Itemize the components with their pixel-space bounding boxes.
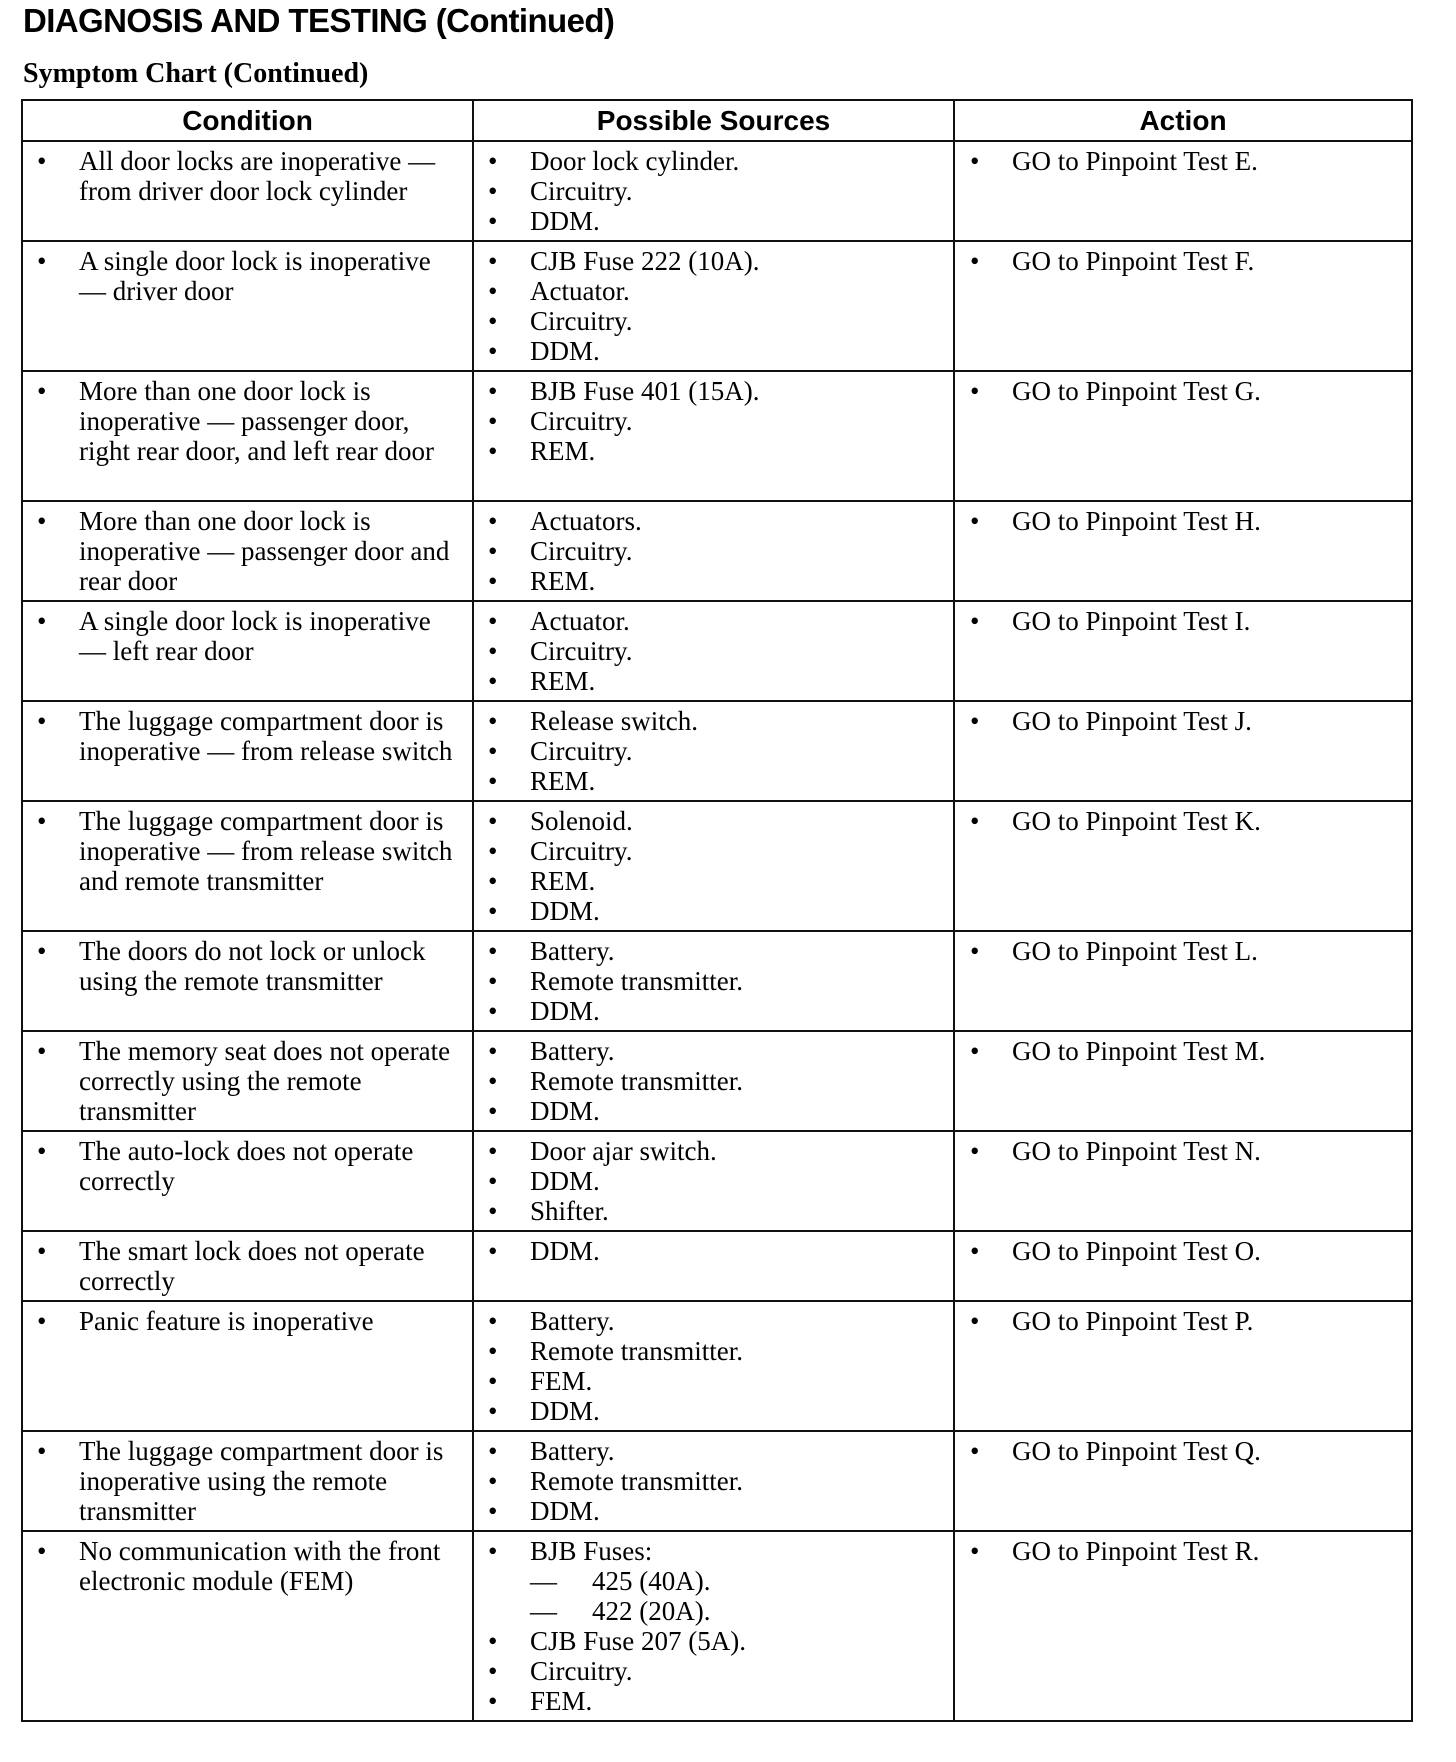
source-text: Remote transmitter. bbox=[530, 966, 743, 996]
condition-item bbox=[37, 1536, 464, 1596]
condition-item bbox=[37, 1036, 464, 1126]
action-text: GO to Pinpoint Test O. bbox=[1012, 1236, 1261, 1266]
action-item bbox=[970, 1036, 1403, 1066]
condition-cell bbox=[22, 1031, 473, 1131]
source-text: REM. bbox=[530, 436, 596, 466]
bullet-icon: • bbox=[488, 666, 498, 696]
bullet-icon: • bbox=[37, 1306, 47, 1336]
source-item bbox=[488, 1096, 945, 1126]
action-item bbox=[970, 146, 1403, 176]
condition-cell bbox=[22, 371, 473, 501]
dash-icon: — bbox=[530, 1596, 557, 1626]
condition-cell bbox=[22, 1131, 473, 1231]
bullet-icon: • bbox=[488, 606, 498, 636]
sources-cell bbox=[473, 601, 954, 701]
action-item bbox=[970, 1436, 1403, 1466]
bullet-icon: • bbox=[488, 1656, 498, 1686]
source-item bbox=[488, 146, 945, 176]
source-text: Circuitry. bbox=[530, 1656, 633, 1686]
source-item bbox=[488, 1496, 945, 1526]
bullet-icon: • bbox=[488, 506, 498, 536]
bullet-icon: • bbox=[488, 636, 498, 666]
source-item bbox=[488, 1466, 945, 1496]
source-item bbox=[488, 1306, 945, 1336]
source-text: Actuator. bbox=[530, 606, 630, 636]
source-text: DDM. bbox=[530, 336, 600, 366]
source-item bbox=[488, 606, 945, 636]
action-text: GO to Pinpoint Test E. bbox=[1012, 146, 1258, 176]
source-item bbox=[488, 1626, 945, 1656]
table-row bbox=[22, 1031, 1412, 1131]
condition-item bbox=[37, 936, 464, 996]
bullet-icon: • bbox=[488, 536, 498, 566]
bullet-icon: • bbox=[488, 1136, 498, 1166]
table-row bbox=[22, 601, 1412, 701]
source-text: Release switch. bbox=[530, 706, 698, 736]
condition-text: A single door lock is inoperative — left rear door bbox=[79, 606, 431, 666]
source-text: Circuitry. bbox=[530, 736, 633, 766]
bullet-icon: • bbox=[970, 606, 980, 636]
source-text: REM. bbox=[530, 866, 596, 896]
action-item bbox=[970, 1306, 1403, 1336]
bullet-icon: • bbox=[488, 206, 498, 236]
sources-cell bbox=[473, 1231, 954, 1301]
bullet-icon: • bbox=[37, 1436, 47, 1466]
sources-cell bbox=[473, 701, 954, 801]
source-text: BJB Fuse 401 (15A). bbox=[530, 376, 760, 406]
condition-text: The luggage compartment door is inoperative — from release switch bbox=[79, 706, 453, 766]
source-text: Actuators. bbox=[530, 506, 642, 536]
bullet-icon: • bbox=[488, 176, 498, 206]
action-text: GO to Pinpoint Test J. bbox=[1012, 706, 1252, 736]
sources-cell bbox=[473, 501, 954, 601]
condition-cell bbox=[22, 931, 473, 1031]
bullet-icon: • bbox=[970, 1436, 980, 1466]
bullet-icon: • bbox=[488, 1436, 498, 1466]
action-item bbox=[970, 606, 1403, 636]
action-item bbox=[970, 246, 1403, 276]
action-cell bbox=[954, 241, 1412, 371]
source-item bbox=[488, 1436, 945, 1466]
action-item bbox=[970, 376, 1403, 406]
source-text: FEM. bbox=[530, 1366, 593, 1396]
bullet-icon: • bbox=[488, 1686, 498, 1716]
bullet-icon: • bbox=[488, 936, 498, 966]
action-cell bbox=[954, 1531, 1412, 1721]
action-item bbox=[970, 1236, 1403, 1266]
action-cell bbox=[954, 1431, 1412, 1531]
source-text: Solenoid. bbox=[530, 806, 633, 836]
column-header-possible-sources: Possible Sources bbox=[473, 100, 954, 141]
condition-text: More than one door lock is inoperative — passenger door and rear door bbox=[79, 506, 450, 596]
table-row bbox=[22, 1231, 1412, 1301]
source-text: DDM. bbox=[530, 206, 600, 236]
sources-cell bbox=[473, 371, 954, 501]
bullet-icon: • bbox=[488, 1396, 498, 1426]
source-subitem-text: 422 (20A). bbox=[592, 1596, 711, 1626]
bullet-icon: • bbox=[488, 736, 498, 766]
source-text: Battery. bbox=[530, 936, 615, 966]
bullet-icon: • bbox=[488, 406, 498, 436]
bullet-icon: • bbox=[488, 836, 498, 866]
source-text: Actuator. bbox=[530, 276, 630, 306]
source-text: DDM. bbox=[530, 1496, 600, 1526]
condition-item bbox=[37, 806, 464, 896]
table-row bbox=[22, 1531, 1412, 1721]
source-item bbox=[488, 836, 945, 866]
source-item bbox=[488, 996, 945, 1026]
source-item bbox=[488, 806, 945, 836]
bullet-icon: • bbox=[970, 1306, 980, 1336]
source-item bbox=[488, 206, 945, 236]
source-item bbox=[488, 566, 945, 596]
sources-cell bbox=[473, 931, 954, 1031]
source-item bbox=[488, 736, 945, 766]
table-body bbox=[22, 141, 1412, 1721]
condition-item bbox=[37, 1436, 464, 1526]
condition-text: More than one door lock is inoperative — passenger door, right rear door, and left rear door bbox=[79, 376, 435, 466]
table-row bbox=[22, 371, 1412, 501]
source-item bbox=[488, 536, 945, 566]
source-item bbox=[488, 176, 945, 206]
bullet-icon: • bbox=[970, 146, 980, 176]
condition-item bbox=[37, 506, 464, 596]
source-item bbox=[488, 666, 945, 696]
condition-cell bbox=[22, 601, 473, 701]
sources-cell bbox=[473, 1431, 954, 1531]
source-item bbox=[488, 1336, 945, 1366]
source-item bbox=[488, 306, 945, 336]
action-cell bbox=[954, 1131, 1412, 1231]
bullet-icon: • bbox=[488, 1536, 498, 1566]
bullet-icon: • bbox=[488, 766, 498, 796]
action-text: GO to Pinpoint Test P. bbox=[1012, 1306, 1254, 1336]
table-row bbox=[22, 701, 1412, 801]
source-item bbox=[488, 246, 945, 276]
action-text: GO to Pinpoint Test N. bbox=[1012, 1136, 1261, 1166]
bullet-icon: • bbox=[970, 376, 980, 406]
bullet-icon: • bbox=[488, 706, 498, 736]
condition-item bbox=[37, 146, 464, 206]
condition-text: The luggage compartment door is inoperative using the remote transmitter bbox=[79, 1436, 444, 1526]
bullet-icon: • bbox=[488, 1166, 498, 1196]
source-text: REM. bbox=[530, 666, 596, 696]
condition-cell bbox=[22, 801, 473, 931]
bullet-icon: • bbox=[488, 1496, 498, 1526]
table-row bbox=[22, 241, 1412, 371]
bullet-icon: • bbox=[488, 1196, 498, 1226]
bullet-icon: • bbox=[970, 506, 980, 536]
source-text: Remote transmitter. bbox=[530, 1066, 743, 1096]
condition-cell bbox=[22, 241, 473, 371]
bullet-icon: • bbox=[970, 246, 980, 276]
action-text: GO to Pinpoint Test R. bbox=[1012, 1536, 1260, 1566]
source-item bbox=[488, 1196, 945, 1226]
bullet-icon: • bbox=[37, 706, 47, 736]
source-text: DDM. bbox=[530, 1096, 600, 1126]
condition-cell bbox=[22, 1301, 473, 1431]
action-item bbox=[970, 936, 1403, 966]
action-text: GO to Pinpoint Test M. bbox=[1012, 1036, 1266, 1066]
source-item bbox=[488, 866, 945, 896]
bullet-icon: • bbox=[37, 146, 47, 176]
action-cell bbox=[954, 501, 1412, 601]
condition-item bbox=[37, 1236, 464, 1296]
bullet-icon: • bbox=[37, 806, 47, 836]
action-cell bbox=[954, 701, 1412, 801]
action-text: GO to Pinpoint Test I. bbox=[1012, 606, 1251, 636]
table-row bbox=[22, 1431, 1412, 1531]
table-row bbox=[22, 141, 1412, 241]
action-item bbox=[970, 1136, 1403, 1166]
action-item bbox=[970, 1536, 1403, 1566]
bullet-icon: • bbox=[37, 376, 47, 406]
source-item bbox=[488, 1656, 945, 1686]
action-text: GO to Pinpoint Test G. bbox=[1012, 376, 1261, 406]
source-text: Circuitry. bbox=[530, 536, 633, 566]
condition-item bbox=[37, 246, 464, 306]
condition-text: The memory seat does not operate correctly using the remote transmitter bbox=[79, 1036, 451, 1126]
bullet-icon: • bbox=[488, 306, 498, 336]
bullet-icon: • bbox=[37, 1136, 47, 1166]
source-text: FEM. bbox=[530, 1686, 593, 1716]
bullet-icon: • bbox=[970, 1536, 980, 1566]
bullet-icon: • bbox=[488, 1306, 498, 1336]
page-title: DIAGNOSIS AND TESTING (Continued) bbox=[23, 2, 615, 39]
source-item bbox=[488, 276, 945, 306]
source-item bbox=[488, 1396, 945, 1426]
condition-text: No communication with the front electronic module (FEM) bbox=[79, 1536, 441, 1596]
action-cell bbox=[954, 601, 1412, 701]
bullet-icon: • bbox=[488, 966, 498, 996]
bullet-icon: • bbox=[37, 506, 47, 536]
bullet-icon: • bbox=[488, 1066, 498, 1096]
action-cell bbox=[954, 1231, 1412, 1301]
bullet-icon: • bbox=[488, 376, 498, 406]
source-item bbox=[488, 336, 945, 366]
condition-item bbox=[37, 376, 464, 466]
source-text: Door lock cylinder. bbox=[530, 146, 740, 176]
source-text: Remote transmitter. bbox=[530, 1336, 743, 1366]
action-item bbox=[970, 706, 1403, 736]
action-text: GO to Pinpoint Test L. bbox=[1012, 936, 1258, 966]
source-item bbox=[488, 896, 945, 926]
source-text: BJB Fuses: bbox=[530, 1536, 653, 1566]
source-text: Battery. bbox=[530, 1306, 615, 1336]
source-item bbox=[488, 1536, 945, 1566]
action-cell bbox=[954, 1031, 1412, 1131]
source-text: Circuitry. bbox=[530, 636, 633, 666]
source-item bbox=[488, 1066, 945, 1096]
source-item bbox=[488, 766, 945, 796]
bullet-icon: • bbox=[488, 1036, 498, 1066]
section-title: Symptom Chart (Continued) bbox=[23, 58, 369, 89]
bullet-icon: • bbox=[970, 706, 980, 736]
sources-cell bbox=[473, 1301, 954, 1431]
source-item bbox=[488, 936, 945, 966]
source-item bbox=[488, 436, 945, 466]
table-row bbox=[22, 801, 1412, 931]
source-item bbox=[488, 636, 945, 666]
source-text: Shifter. bbox=[530, 1196, 609, 1226]
source-item bbox=[488, 706, 945, 736]
bullet-icon: • bbox=[488, 1336, 498, 1366]
column-header-condition: Condition bbox=[22, 100, 473, 141]
source-item bbox=[488, 1036, 945, 1066]
source-text: REM. bbox=[530, 766, 596, 796]
sources-cell bbox=[473, 1031, 954, 1131]
bullet-icon: • bbox=[488, 246, 498, 276]
bullet-icon: • bbox=[37, 1036, 47, 1066]
source-text: DDM. bbox=[530, 1236, 600, 1266]
source-item bbox=[488, 1366, 945, 1396]
bullet-icon: • bbox=[488, 1236, 498, 1266]
source-text: Circuitry. bbox=[530, 406, 633, 436]
source-subitem-text: 425 (40A). bbox=[592, 1566, 711, 1596]
source-item bbox=[488, 1236, 945, 1266]
bullet-icon: • bbox=[970, 1036, 980, 1066]
source-item bbox=[488, 406, 945, 436]
condition-cell bbox=[22, 141, 473, 241]
bullet-icon: • bbox=[488, 1366, 498, 1396]
action-cell bbox=[954, 801, 1412, 931]
bullet-icon: • bbox=[488, 436, 498, 466]
action-cell bbox=[954, 371, 1412, 501]
bullet-icon: • bbox=[970, 1236, 980, 1266]
symptom-chart-table bbox=[21, 99, 1413, 1722]
bullet-icon: • bbox=[970, 806, 980, 836]
bullet-icon: • bbox=[37, 936, 47, 966]
table-row bbox=[22, 931, 1412, 1031]
table-header-row bbox=[22, 100, 1412, 141]
source-item bbox=[488, 1166, 945, 1196]
bullet-icon: • bbox=[970, 1136, 980, 1166]
bullet-icon: • bbox=[488, 866, 498, 896]
bullet-icon: • bbox=[488, 276, 498, 306]
bullet-icon: • bbox=[488, 336, 498, 366]
condition-text: The smart lock does not operate correctly bbox=[79, 1236, 425, 1296]
action-text: GO to Pinpoint Test Q. bbox=[1012, 1436, 1261, 1466]
condition-text: All door locks are inoperative — from driver door lock cylinder bbox=[79, 146, 436, 206]
action-text: GO to Pinpoint Test F. bbox=[1012, 246, 1255, 276]
source-subitem bbox=[488, 1566, 945, 1596]
source-text: REM. bbox=[530, 566, 596, 596]
bullet-icon: • bbox=[37, 1236, 47, 1266]
action-text: GO to Pinpoint Test H. bbox=[1012, 506, 1261, 536]
table-row bbox=[22, 501, 1412, 601]
source-item bbox=[488, 376, 945, 406]
condition-cell bbox=[22, 501, 473, 601]
bullet-icon: • bbox=[970, 936, 980, 966]
condition-cell bbox=[22, 1231, 473, 1301]
source-text: Remote transmitter. bbox=[530, 1466, 743, 1496]
bullet-icon: • bbox=[37, 246, 47, 276]
source-item bbox=[488, 966, 945, 996]
condition-item bbox=[37, 606, 464, 666]
column-header-action: Action bbox=[954, 100, 1412, 141]
table-row bbox=[22, 1131, 1412, 1231]
source-text: DDM. bbox=[530, 996, 600, 1026]
source-item bbox=[488, 506, 945, 536]
source-text: Circuitry. bbox=[530, 836, 633, 866]
bullet-icon: • bbox=[488, 566, 498, 596]
action-cell bbox=[954, 931, 1412, 1031]
condition-item bbox=[37, 706, 464, 766]
source-text: Door ajar switch. bbox=[530, 1136, 717, 1166]
bullet-icon: • bbox=[488, 146, 498, 176]
sources-cell bbox=[473, 1531, 954, 1721]
source-text: Circuitry. bbox=[530, 306, 633, 336]
source-text: DDM. bbox=[530, 1396, 600, 1426]
source-subitem bbox=[488, 1596, 945, 1626]
source-text: Battery. bbox=[530, 1436, 615, 1466]
bullet-icon: • bbox=[37, 1536, 47, 1566]
source-text: DDM. bbox=[530, 1166, 600, 1196]
condition-item bbox=[37, 1306, 464, 1336]
bullet-icon: • bbox=[488, 1466, 498, 1496]
action-text: GO to Pinpoint Test K. bbox=[1012, 806, 1261, 836]
bullet-icon: • bbox=[37, 606, 47, 636]
condition-text: The luggage compartment door is inoperative — from release switch and remote transmitter bbox=[79, 806, 453, 896]
bullet-icon: • bbox=[488, 1096, 498, 1126]
source-text: CJB Fuse 207 (5A). bbox=[530, 1626, 747, 1656]
sources-cell bbox=[473, 1131, 954, 1231]
condition-text: The auto-lock does not operate correctly bbox=[79, 1136, 414, 1196]
action-item bbox=[970, 506, 1403, 536]
condition-text: Panic feature is inoperative bbox=[79, 1306, 374, 1336]
bullet-icon: • bbox=[488, 896, 498, 926]
source-text: CJB Fuse 222 (10A). bbox=[530, 246, 760, 276]
condition-cell bbox=[22, 1431, 473, 1531]
bullet-icon: • bbox=[488, 806, 498, 836]
dash-icon: — bbox=[530, 1566, 557, 1596]
action-cell bbox=[954, 141, 1412, 241]
sources-cell bbox=[473, 241, 954, 371]
source-text: Battery. bbox=[530, 1036, 615, 1066]
sources-cell bbox=[473, 801, 954, 931]
table-row bbox=[22, 1301, 1412, 1431]
bullet-icon: • bbox=[488, 996, 498, 1026]
bullet-icon: • bbox=[488, 1626, 498, 1656]
condition-text: The doors do not lock or unlock using the remote transmitter bbox=[79, 936, 426, 996]
condition-text: A single door lock is inoperative — driver door bbox=[79, 246, 431, 306]
condition-item bbox=[37, 1136, 464, 1196]
source-item bbox=[488, 1686, 945, 1716]
source-item bbox=[488, 1136, 945, 1166]
condition-cell bbox=[22, 1531, 473, 1721]
source-text: Circuitry. bbox=[530, 176, 633, 206]
sources-cell bbox=[473, 141, 954, 241]
condition-cell bbox=[22, 701, 473, 801]
action-item bbox=[970, 806, 1403, 836]
action-cell bbox=[954, 1301, 1412, 1431]
source-text: DDM. bbox=[530, 896, 600, 926]
